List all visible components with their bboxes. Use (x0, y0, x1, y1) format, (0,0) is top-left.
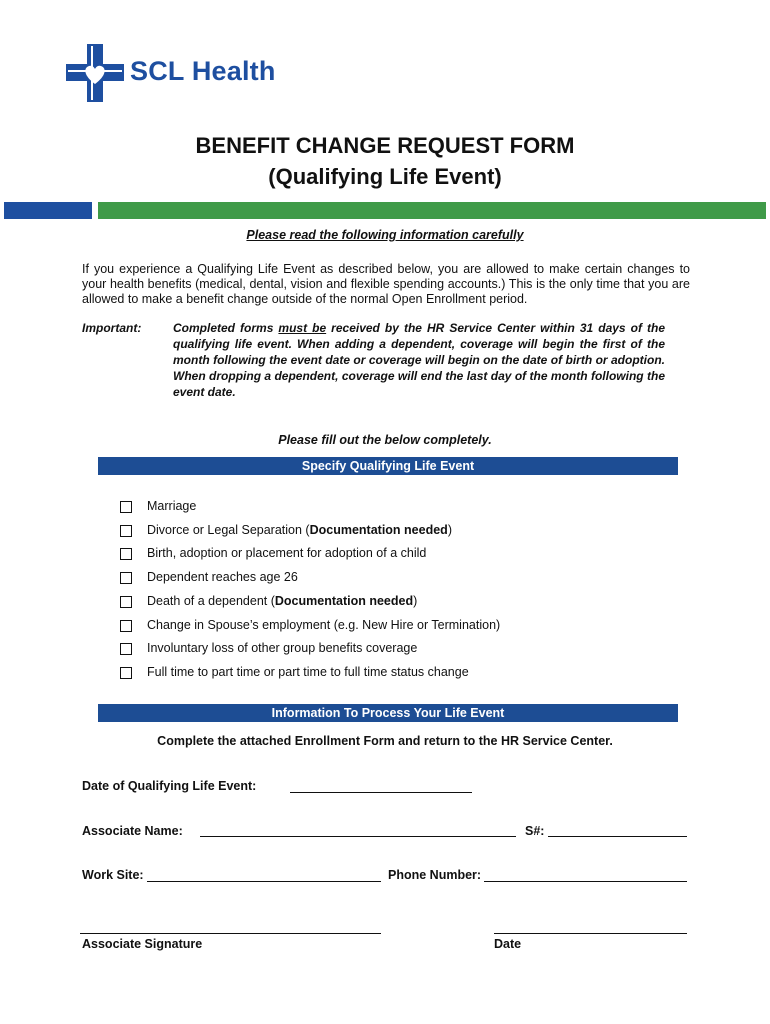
event-checkbox[interactable] (120, 501, 132, 513)
signature-date-field[interactable] (494, 933, 687, 934)
scl-cross-heart-icon (66, 44, 124, 102)
logo-text: SCL Health (130, 56, 276, 86)
event-option-label (147, 499, 196, 513)
signature-label: Associate Signature (82, 937, 203, 951)
event-label-bold: Documentation needed (309, 523, 448, 537)
event-option-label (147, 546, 426, 560)
event-label-suffix: ) (413, 594, 418, 608)
event-checkbox[interactable] (120, 548, 132, 560)
important-text-post: received by the HR Service Center within 31 days of the qualifying life event. When adding a dependent, coverage will begin the first of the month following the event date or coverage will begin on the date of birth or adoption. When dropping a dependent, coverage will end the last day of the month following the event date. (173, 321, 665, 399)
event-option-label (147, 523, 452, 537)
important-emphasis: must be (278, 321, 327, 335)
phone-number-label: Phone Number: (388, 868, 482, 882)
phone-number-field[interactable] (484, 881, 687, 882)
enrollment-instruction: Complete the attached Enrollment Form and return to the HR Service Center. (157, 734, 613, 748)
work-site-field[interactable] (147, 881, 381, 882)
date-of-event-field[interactable] (290, 792, 472, 793)
event-label-text: Involuntary loss of other group benefits coverage (147, 641, 418, 655)
notice-heading: Please read the following information carefully (246, 228, 524, 242)
event-label-bold: Documentation needed (274, 594, 414, 608)
green-divider-bar (98, 202, 766, 219)
section-header-qualifying-event: Specify Qualifying Life Event (98, 457, 678, 475)
section-header-process-info: Information To Process Your Life Event (98, 704, 678, 722)
event-checkbox[interactable] (120, 643, 132, 655)
event-option-label (147, 665, 469, 679)
blue-divider-bar (4, 202, 92, 219)
event-label-text: Birth, adoption or placement for adoption of a child (147, 546, 427, 560)
event-label-text: Marriage (147, 499, 197, 513)
event-option-label (147, 641, 417, 655)
event-label-text: Change in Spouse’s employment (e.g. New Hire or Termination) (147, 618, 501, 632)
fill-out-instruction: Please fill out the below completely. (278, 433, 492, 447)
event-checkbox[interactable] (120, 620, 132, 632)
event-option-label (147, 594, 417, 608)
associate-name-label: Associate Name: (82, 824, 183, 838)
work-site-label: Work Site: (82, 868, 144, 882)
form-subtitle: (Qualifying Life Event) (268, 164, 502, 189)
event-label-text: Full time to part time or part time to full time status change (147, 665, 469, 679)
s-number-field[interactable] (548, 836, 687, 837)
important-text-pre: Completed forms (173, 321, 279, 335)
important-label: Important: (82, 321, 142, 335)
s-number-label: S#: (525, 824, 545, 838)
important-text (173, 320, 665, 400)
event-label-text: Dependent reaches age 26 (147, 570, 298, 584)
event-checkbox[interactable] (120, 596, 132, 608)
intro-paragraph: If you experience a Qualifying Life Event as described below, you are allowed to make certain changes to your health benefits (medical, dental, vision and flexible spending accounts.) This is the only time that you are allowed to make a benefit change outside of the normal Open Enrollment period. (82, 262, 690, 306)
form-title: BENEFIT CHANGE REQUEST FORM (195, 133, 575, 158)
event-checkbox[interactable] (120, 525, 132, 537)
signature-date-label: Date (494, 937, 522, 951)
event-label-text: Divorce or Legal Separation ( (147, 523, 310, 537)
event-label-text: Death of a dependent ( (147, 594, 275, 608)
event-label-suffix: ) (447, 523, 452, 537)
date-of-event-label: Date of Qualifying Life Event: (82, 779, 257, 793)
event-checkbox[interactable] (120, 667, 132, 679)
event-option-label (147, 570, 298, 584)
signature-field[interactable] (80, 933, 381, 934)
event-option-label (147, 618, 500, 632)
associate-name-field[interactable] (200, 836, 516, 837)
event-checkbox[interactable] (120, 572, 132, 584)
